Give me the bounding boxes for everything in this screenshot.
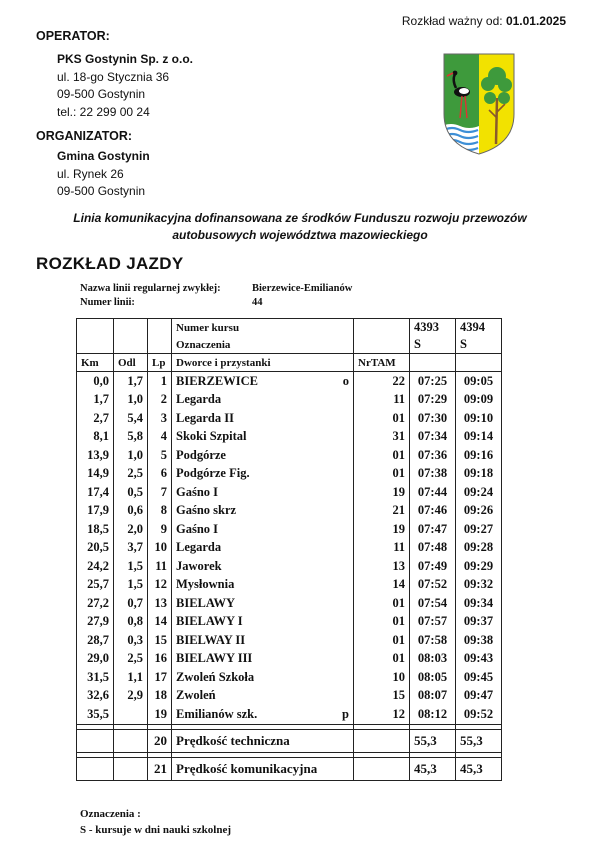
summary-label: Prędkość techniczna [172,729,354,752]
nrtam-cell: 01 [354,631,410,650]
summary-value: 45,3 [456,757,502,780]
stop-cell [172,483,354,502]
time-cell: 09:16 [456,446,502,465]
km-cell: 18,5 [77,520,114,539]
time-cell: 09:10 [456,409,502,428]
table-row [77,705,502,724]
summary-value: 45,3 [410,757,456,780]
stop-wrap [176,374,349,389]
stop-wrap [176,707,349,722]
km-cell: 32,6 [77,687,114,706]
organizer-street: ul. Rynek 26 [57,166,124,181]
validity-label: Rozkład ważny od: [401,14,503,28]
stop-wrap [176,577,349,592]
lp-cell: 10 [148,539,172,558]
table-row [77,428,502,447]
table-row [77,668,502,687]
time-cell: 07:29 [410,391,456,410]
stop-name: BIELAWY III [176,651,253,666]
validity-value: 01.01.2025 [505,14,566,28]
time-cell: 09:29 [456,557,502,576]
km-cell: 25,7 [77,576,114,595]
time-cell: 09:18 [456,465,502,484]
km-cell: 14,9 [77,465,114,484]
stop-name: Legarda II [176,410,234,425]
nrtam-cell: 01 [354,446,410,465]
time-cell: 09:28 [456,539,502,558]
km-cell: 1,7 [77,391,114,410]
time-cell: 07:58 [410,631,456,650]
organizer-address [57,148,150,201]
stop-wrap [176,688,349,703]
validity-date [402,14,566,28]
stop-cell [172,668,354,687]
lp-cell: 11 [148,557,172,576]
odl-cell: 0,5 [114,483,148,502]
odl-cell: 3,7 [114,539,148,558]
legend-title: Oznaczenia : [80,808,141,820]
odl-cell: 0,6 [114,502,148,521]
time-cell: 07:36 [410,446,456,465]
stop-cell [172,409,354,428]
header-marks: Oznaczenia [172,336,354,354]
nrtam-cell: 14 [354,576,410,595]
stop-cell [172,631,354,650]
operator-phone: tel.: 22 299 00 24 [57,104,150,119]
nrtam-cell: 31 [354,428,410,447]
lp-cell: 16 [148,650,172,669]
km-cell: 31,5 [77,668,114,687]
time-cell: 09:32 [456,576,502,595]
odl-cell: 1,0 [114,391,148,410]
course-mark-2: S [456,336,502,354]
km-cell: 24,2 [77,557,114,576]
lp-cell: 1 [148,372,172,391]
nrtam-cell: 01 [354,409,410,428]
km-cell: 20,5 [77,539,114,558]
odl-cell: 2,5 [114,650,148,669]
nrtam-cell: 11 [354,391,410,410]
km-cell: 17,9 [77,502,114,521]
time-cell: 09:52 [456,705,502,724]
header-row-course [77,319,502,337]
course-number-1: 4393 [410,319,456,337]
stop-name: Zwoleń Szkoła [176,669,255,684]
table-row [77,539,502,558]
stop-name: BIELWAY II [176,632,246,647]
table-row [77,576,502,595]
time-cell: 09:24 [456,483,502,502]
time-cell: 09:05 [456,372,502,391]
odl-cell: 2,5 [114,465,148,484]
table-row [77,613,502,632]
km-cell: 17,4 [77,483,114,502]
stop-wrap [176,651,349,666]
table-row [77,520,502,539]
stop-cell [172,576,354,595]
stop-wrap [176,596,349,611]
legend-entry: S - kursuje w dni nauki szkolnej [80,824,231,836]
nrtam-cell: 21 [354,502,410,521]
stop-name: Jaworek [176,558,222,573]
odl-cell: 1,5 [114,576,148,595]
odl-cell: 0,8 [114,613,148,632]
time-cell: 09:38 [456,631,502,650]
time-cell: 07:38 [410,465,456,484]
page-title: ROZKŁAD JAZDY [36,254,184,273]
time-cell: 09:37 [456,613,502,632]
line-name-value: Bierzewice-Emilianów [252,283,353,294]
odl-cell: 0,3 [114,631,148,650]
stop-cell [172,650,354,669]
summary-row [77,757,502,780]
table-row [77,409,502,428]
lp-cell: 13 [148,594,172,613]
time-cell: 09:14 [456,428,502,447]
stop-wrap [176,485,349,500]
km-cell: 27,9 [77,613,114,632]
odl-cell: 1,0 [114,446,148,465]
time-cell: 08:12 [410,705,456,724]
stop-wrap [176,503,349,518]
table-row [77,483,502,502]
stop-name: Legarda [176,392,222,407]
stop-name: Gaśno I [176,484,219,499]
header-stops: Dworce i przystanki [172,354,354,372]
stop-wrap [176,559,349,574]
stop-wrap [176,614,349,629]
time-cell: 09:43 [456,650,502,669]
stop-cell [172,446,354,465]
stop-wrap [176,448,349,463]
km-cell: 29,0 [77,650,114,669]
km-cell: 28,7 [77,631,114,650]
lp-cell: 3 [148,409,172,428]
funding-notice-line1: Linia komunikacyjna dofinansowana ze środków Funduszu rozwoju przewozów [73,211,527,225]
stop-cell [172,502,354,521]
odl-cell: 5,8 [114,428,148,447]
stop-wrap [176,670,349,685]
empty-cell [354,757,410,780]
operator-label: OPERATOR: [36,29,110,43]
header-km: Km [77,354,114,372]
header-lp: Lp [148,354,172,372]
table-row [77,446,502,465]
stop-name: Emilianów szk. [176,706,258,721]
km-cell: 13,9 [77,446,114,465]
time-cell: 07:49 [410,557,456,576]
time-cell: 08:03 [410,650,456,669]
course-number-2: 4394 [456,319,502,337]
stop-name: Zwoleń [176,688,216,703]
lp-cell: 9 [148,520,172,539]
empty-cell [114,757,148,780]
stop-cell [172,705,354,724]
time-cell: 08:05 [410,668,456,687]
nrtam-cell: 22 [354,372,410,391]
km-cell: 35,5 [77,705,114,724]
table-row [77,631,502,650]
empty-cell [354,729,410,752]
time-cell: 07:54 [410,594,456,613]
stop-cell [172,687,354,706]
funding-notice-line2: autobusowych województwa mazowieckiego [172,228,428,242]
time-cell: 07:34 [410,428,456,447]
course-mark-1: S [410,336,456,354]
time-cell: 07:44 [410,483,456,502]
empty-cell [77,757,114,780]
time-cell: 08:07 [410,687,456,706]
time-cell: 07:46 [410,502,456,521]
empty-cell [114,729,148,752]
line-name-label: Nazwa linii regularnej zwykłej: [80,283,221,294]
time-cell: 07:48 [410,539,456,558]
km-cell: 0,0 [77,372,114,391]
stop-name: Gaśno I [176,521,219,536]
time-cell: 09:34 [456,594,502,613]
time-cell: 09:45 [456,668,502,687]
time-cell: 07:25 [410,372,456,391]
nrtam-cell: 01 [354,650,410,669]
time-cell: 09:26 [456,502,502,521]
odl-cell [114,705,148,724]
table-row [77,650,502,669]
coat-of-arms-icon [442,52,516,156]
table-row [77,465,502,484]
table-row [77,502,502,521]
stop-cell [172,372,354,391]
stop-cell [172,594,354,613]
nrtam-cell: 19 [354,483,410,502]
operator-street: ul. 18-go Stycznia 36 [57,69,170,84]
stop-name: BIELAWY [176,595,236,610]
operator-city: 09-500 Gostynin [57,87,146,101]
time-cell: 07:52 [410,576,456,595]
lp-cell: 2 [148,391,172,410]
km-cell: 27,2 [77,594,114,613]
stop-name: BIERZEWICE [176,373,258,388]
km-cell: 8,1 [77,428,114,447]
nrtam-cell: 11 [354,539,410,558]
time-cell: 07:57 [410,613,456,632]
stop-cell [172,391,354,410]
legend [80,806,231,838]
stop-name: Skoki Szpital [176,429,247,444]
time-cell: 09:09 [456,391,502,410]
lp-cell: 5 [148,446,172,465]
stop-wrap [176,429,349,444]
stop-wrap [176,466,349,481]
lp-cell: 14 [148,613,172,632]
summary-value: 55,3 [456,729,502,752]
km-cell: 2,7 [77,409,114,428]
lp-cell: 12 [148,576,172,595]
table-row [77,687,502,706]
lp-cell: 19 [148,705,172,724]
time-cell: 09:47 [456,687,502,706]
nrtam-cell: 19 [354,520,410,539]
time-cell: 07:30 [410,409,456,428]
stop-wrap [176,540,349,555]
operator-address [57,51,193,121]
lp-cell: 15 [148,631,172,650]
time-cell: 09:27 [456,520,502,539]
operator-name: PKS Gostynin Sp. z o.o. [57,52,194,66]
odl-cell: 2,9 [114,687,148,706]
header-nrtam: NrTAM [354,354,410,372]
header-course: Numer kursu [172,319,354,337]
table-row [77,557,502,576]
lp-cell: 18 [148,687,172,706]
stop-cell [172,557,354,576]
nrtam-cell: 15 [354,687,410,706]
lp-cell: 20 [148,729,172,752]
summary-label: Prędkość komunikacyjna [172,757,354,780]
table-row [77,391,502,410]
odl-cell: 1,7 [114,372,148,391]
nrtam-cell: 12 [354,705,410,724]
lp-cell: 8 [148,502,172,521]
header-odl: Odl [114,354,148,372]
stop-name: BIELAWY I [176,614,243,629]
lp-cell: 21 [148,757,172,780]
summary-row [77,729,502,752]
line-number-label: Numer linii: [80,297,135,308]
timetable [76,318,502,781]
stop-cell [172,613,354,632]
nrtam-cell: 13 [354,557,410,576]
odl-cell: 1,1 [114,668,148,687]
stop-flag: p [342,706,349,721]
lp-cell: 6 [148,465,172,484]
lp-cell: 7 [148,483,172,502]
stop-name: Mysłownia [176,577,235,592]
empty-cell [77,729,114,752]
stop-cell [172,465,354,484]
stop-cell [172,428,354,447]
stop-name: Podgórze Fig. [176,466,250,481]
odl-cell: 0,7 [114,594,148,613]
lp-cell: 4 [148,428,172,447]
organizer-label: ORGANIZATOR: [36,129,133,143]
organizer-city: 09-500 Gostynin [57,184,146,198]
stop-cell [172,539,354,558]
organizer-name: Gmina Gostynin [57,149,150,163]
stop-flag: o [342,373,349,388]
table-row [77,372,502,391]
lp-cell: 17 [148,668,172,687]
funding-notice [40,210,560,244]
nrtam-cell: 01 [354,594,410,613]
nrtam-cell: 01 [354,613,410,632]
header-row-marks [77,336,502,354]
nrtam-cell: 10 [354,668,410,687]
table-row [77,594,502,613]
header-row-columns [77,354,502,372]
stop-name: Legarda [176,540,222,555]
stop-wrap [176,522,349,537]
stop-wrap [176,411,349,426]
stop-cell [172,520,354,539]
stop-name: Gaśno skrz [176,503,237,518]
odl-cell: 5,4 [114,409,148,428]
nrtam-cell: 01 [354,465,410,484]
stop-wrap [176,392,349,407]
time-cell: 07:47 [410,520,456,539]
line-number-value: 44 [252,297,263,308]
summary-value: 55,3 [410,729,456,752]
stop-wrap [176,633,349,648]
stop-name: Podgórze [176,447,226,462]
odl-cell: 2,0 [114,520,148,539]
odl-cell: 1,5 [114,557,148,576]
